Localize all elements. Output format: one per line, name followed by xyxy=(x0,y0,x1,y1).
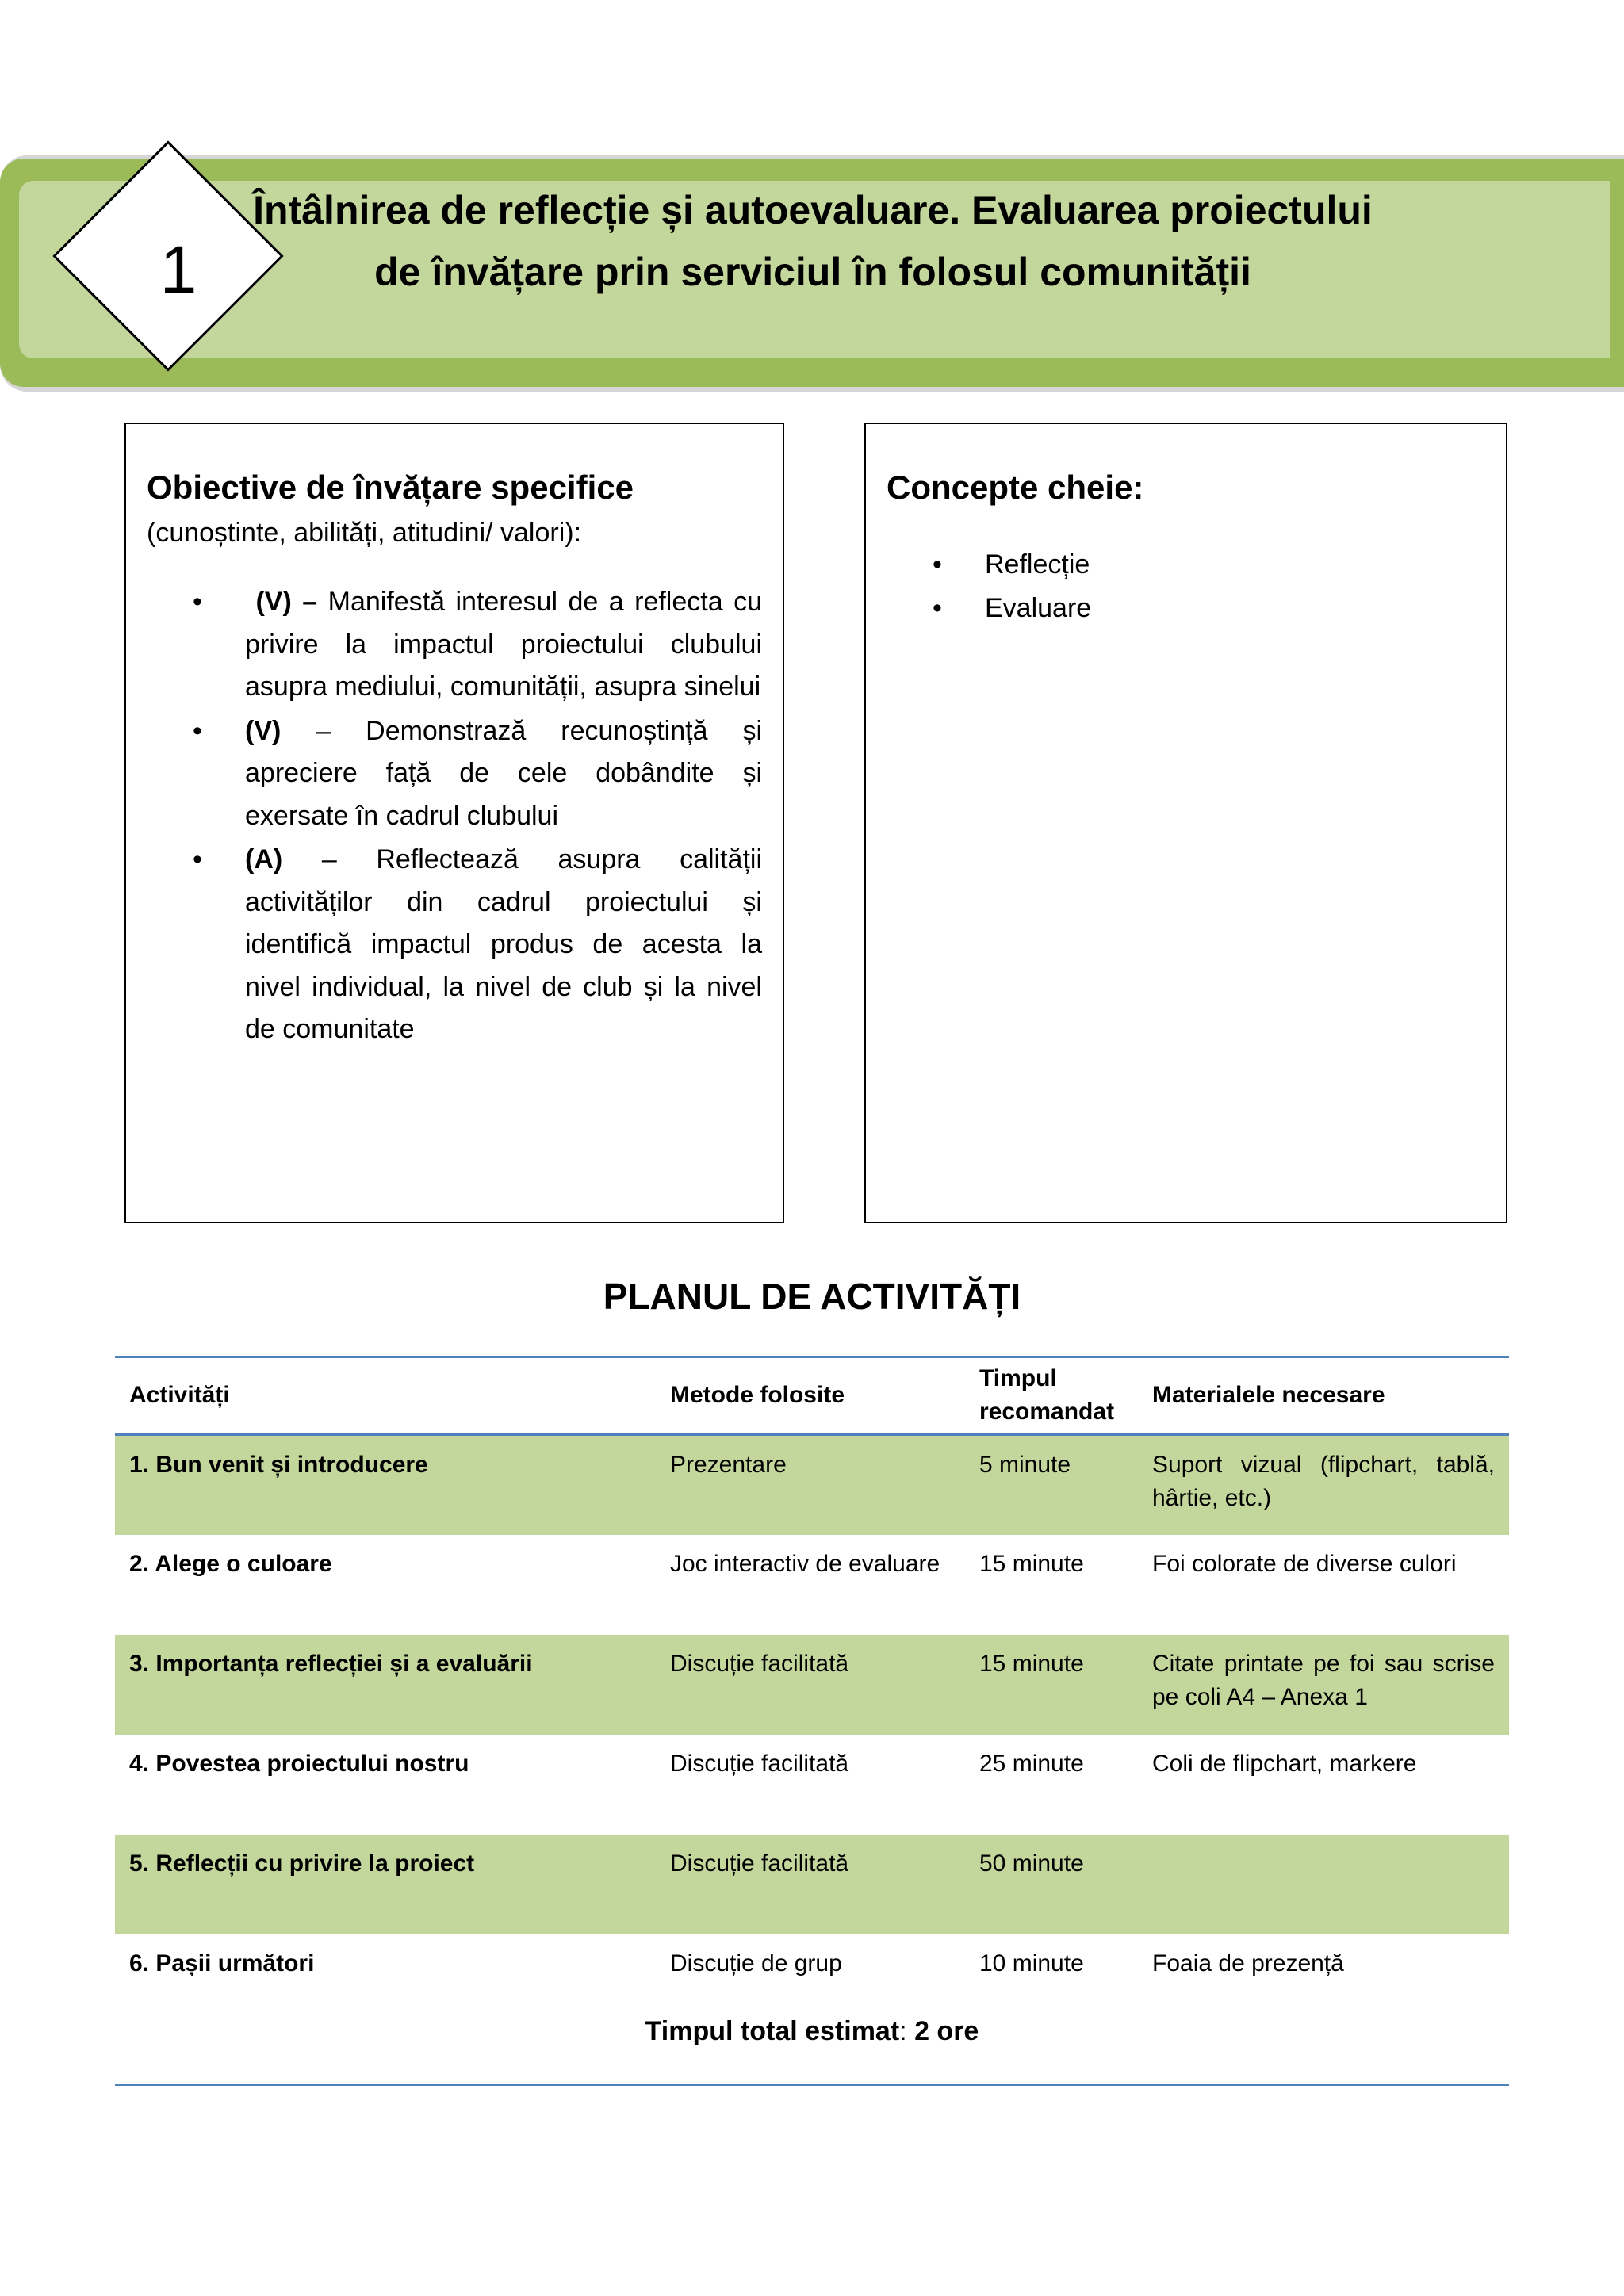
table-row xyxy=(115,1835,1509,1934)
objective-text: – Reflectează asupra calității activităților din cadrul proiectului și identifică impactul produs de acesta la nivel individual, la nivel de club și la nivel de comunitate xyxy=(245,844,762,1044)
materials-cell: Coli de flipchart, markere xyxy=(1152,1750,1417,1777)
table-row xyxy=(115,1435,1509,1535)
time-cell: 15 minute xyxy=(965,1635,1138,1735)
method-cell: Discuție facilitată xyxy=(670,1750,849,1777)
page-title xyxy=(238,179,1388,303)
objective-item xyxy=(147,710,762,838)
header-materials: Materialele necesare xyxy=(1138,1357,1509,1435)
materials-cell: Foi colorate de diverse culori xyxy=(1152,1550,1457,1577)
table-row xyxy=(115,1735,1509,1835)
materials-cell: Foaia de prezență xyxy=(1152,1950,1344,1976)
concept-item: • Reflecție xyxy=(887,543,1485,587)
concepts-box xyxy=(864,423,1507,1223)
concepts-title: Concepte cheie: xyxy=(887,469,1144,506)
time-cell: 10 minute xyxy=(979,1950,1084,1976)
method-cell: Discuție facilitată xyxy=(656,1635,965,1735)
activity-cell: 1. Bun venit și introducere xyxy=(115,1435,656,1535)
objective-tag: (V) xyxy=(245,715,282,746)
concepts-list xyxy=(887,543,1485,630)
method-cell: Joc interactiv de evaluare xyxy=(670,1550,940,1577)
materials-cell xyxy=(1138,1835,1509,1934)
method-cell: Discuție de grup xyxy=(670,1950,842,1976)
header-methods: Metode folosite xyxy=(656,1357,965,1435)
table-header-row xyxy=(115,1357,1509,1435)
activity-cell: 4. Povestea proiectului nostru xyxy=(129,1750,469,1777)
table-row xyxy=(115,1535,1509,1635)
objectives-box xyxy=(124,423,784,1223)
activity-cell: 6. Pașii următori xyxy=(129,1950,315,1976)
materials-cell: Citate printate pe foi sau scrise pe coli A4 – Anexa 1 xyxy=(1138,1635,1509,1735)
activity-cell: 3. Importanța reflecției și a evaluării xyxy=(115,1635,656,1735)
activity-cell: 5. Reflecții cu privire la proiect xyxy=(115,1835,656,1934)
objective-tag: (A) xyxy=(245,844,283,874)
objective-tag: (V) – xyxy=(255,587,318,617)
table-row xyxy=(115,1635,1509,1735)
activity-cell: 2. Alege o culoare xyxy=(129,1550,332,1577)
time-cell: 50 minute xyxy=(965,1835,1138,1934)
objectives-title: Obiective de învățare specifice xyxy=(147,469,634,506)
time-cell: 25 minute xyxy=(979,1750,1084,1777)
objective-text: Manifestă interesul de a reflecta cu privire la impactul proiectului clubului asupra mediului, comunității, asupra sinelui xyxy=(245,587,762,702)
materials-cell: Suport vizual (flipchart, tablă, hârtie, etc.) xyxy=(1138,1435,1509,1535)
objective-item xyxy=(147,581,762,709)
time-cell: 5 minute xyxy=(965,1435,1138,1535)
objectives-list xyxy=(147,581,762,1051)
page-title-line1: Întâlnirea de reflecție și autoevaluare. Evaluarea proiectului xyxy=(253,188,1373,232)
page-title-line2: de învățare prin serviciul în folosul comunității xyxy=(374,250,1251,294)
method-cell: Prezentare xyxy=(656,1435,965,1535)
header-activities: Activități xyxy=(115,1357,656,1435)
activities-table xyxy=(115,1357,1509,2034)
time-cell: 15 minute xyxy=(979,1550,1084,1577)
concept-item: • Evaluare xyxy=(887,587,1485,630)
section-number: 1 xyxy=(159,232,197,307)
objective-item xyxy=(147,839,762,1051)
total-time-value: 2 ore xyxy=(914,2016,979,2046)
plan-title: PLANUL DE ACTIVITĂȚI xyxy=(603,1276,1021,1317)
objective-text: – Demonstrază recunoștință și apreciere față de cele dobândite și exersate în cadrul clubului xyxy=(245,715,762,831)
method-cell: Discuție facilitată xyxy=(656,1835,965,1934)
objectives-subtitle: (cunoștinte, abilități, atitudini/ valori): xyxy=(147,518,582,548)
total-time: Timpul total estimat: 2 ore xyxy=(645,2016,979,2046)
header-time: Timpul recomandat xyxy=(965,1357,1138,1435)
total-time-label: Timpul total estimat xyxy=(645,2016,900,2046)
table-bottom-rule xyxy=(115,2084,1509,2086)
